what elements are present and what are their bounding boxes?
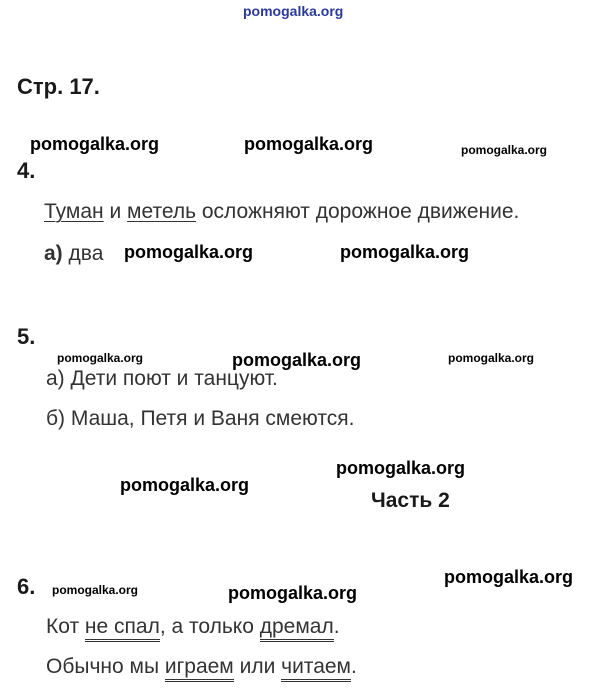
text-part: , а только bbox=[159, 615, 260, 638]
page-title: Стр. 17. bbox=[17, 74, 100, 99]
text-part: Кот bbox=[46, 615, 85, 638]
text-part: . bbox=[333, 615, 340, 638]
answer-letter: а) bbox=[44, 242, 63, 265]
task-5-number: 5. bbox=[17, 324, 36, 349]
predicate-word: не спал bbox=[85, 615, 160, 642]
watermark: pomogalka.org bbox=[444, 567, 574, 587]
task-5-line-b: б) Маша, Петя и Ваня смеются. bbox=[46, 407, 355, 430]
watermark: pomogalka.org bbox=[461, 143, 548, 157]
watermark: pomogalka.org bbox=[120, 475, 250, 495]
text-part: Обычно мы bbox=[46, 655, 165, 678]
part-label: Часть 2 bbox=[371, 489, 450, 512]
answer-text: два bbox=[62, 242, 104, 265]
task-5-line-a: а) Дети поют и танцуют. bbox=[46, 367, 278, 390]
watermark: pomogalka.org bbox=[124, 242, 254, 262]
predicate-word: читаем bbox=[281, 655, 351, 682]
watermark: pomogalka.org bbox=[336, 458, 466, 478]
task-6-sentence-1 bbox=[46, 615, 340, 639]
predicate-word: играем bbox=[165, 655, 234, 682]
task-4-number: 4. bbox=[17, 158, 36, 183]
conjunction: и bbox=[103, 200, 128, 223]
text-part: . bbox=[351, 655, 357, 678]
task-6-number: 6. bbox=[17, 574, 36, 599]
watermark: pomogalka.org bbox=[228, 583, 358, 603]
watermark: pomogalka.org bbox=[340, 242, 470, 262]
sentence-rest: осложняют дорожное движение. bbox=[196, 200, 520, 223]
watermark: pomogalka.org bbox=[232, 350, 362, 370]
task-4-sentence bbox=[44, 200, 519, 224]
watermark: pomogalka.org bbox=[30, 134, 160, 154]
subject-word: метель bbox=[127, 200, 197, 223]
watermark: pomogalka.org bbox=[243, 3, 344, 19]
watermark: pomogalka.org bbox=[244, 134, 374, 154]
text-part: или bbox=[233, 655, 282, 678]
subject-word: Туман bbox=[44, 200, 104, 223]
predicate-word: дремал bbox=[260, 615, 334, 642]
watermark: pomogalka.org bbox=[448, 351, 535, 365]
watermark: pomogalka.org bbox=[57, 351, 144, 365]
task-6-sentence-2 bbox=[46, 655, 357, 679]
task-4-answer bbox=[44, 242, 103, 266]
watermark: pomogalka.org bbox=[52, 583, 139, 597]
